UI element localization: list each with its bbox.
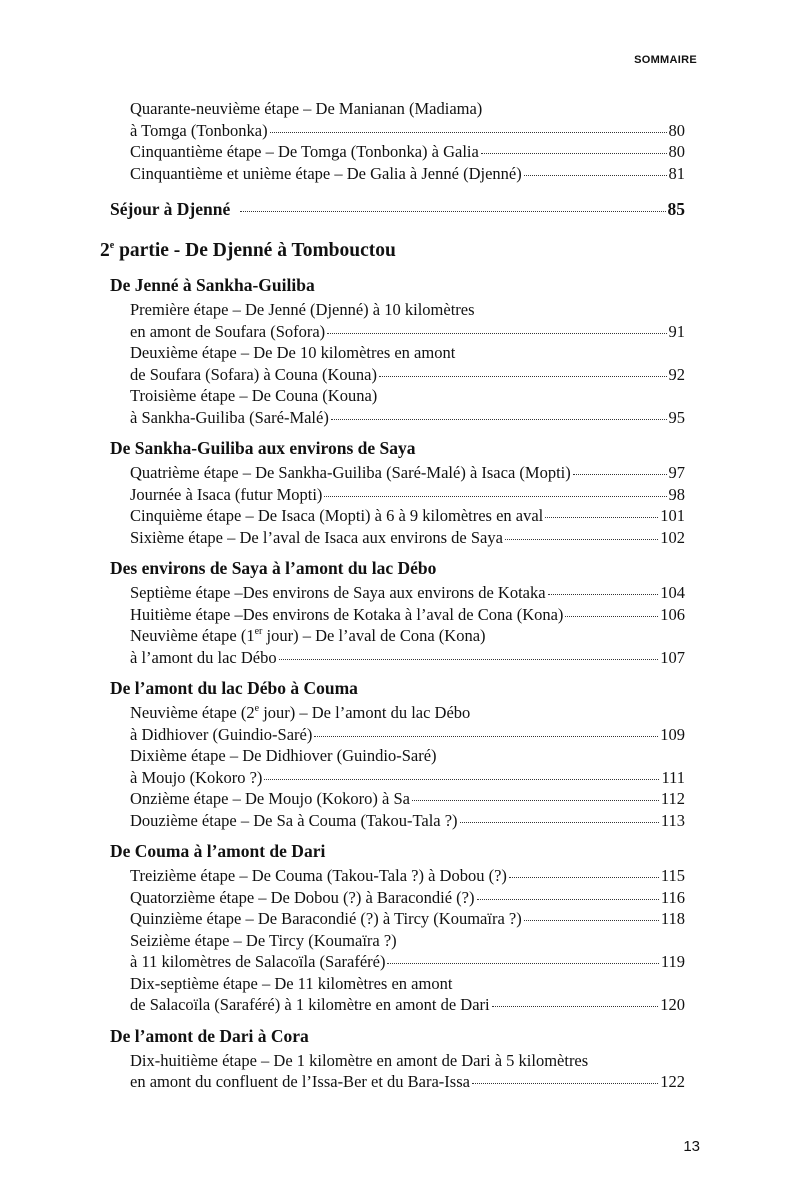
section-heading[interactable]: De l’amont de Dari à Cora bbox=[110, 1025, 309, 1046]
toc-entry[interactable] bbox=[130, 385, 685, 428]
entry-page-number: 109 bbox=[660, 724, 685, 744]
entry-line: Huitième étape –Des environs de Kotaka à l’aval de Cona (Kona) bbox=[130, 604, 564, 624]
toc-entry[interactable] bbox=[130, 604, 685, 626]
toc-entry[interactable] bbox=[130, 887, 685, 909]
entry-last-line bbox=[130, 724, 685, 746]
section-heading[interactable]: De Couma à l’amont de Dari bbox=[110, 841, 326, 861]
toc-entry[interactable] bbox=[130, 973, 685, 1016]
entry-list bbox=[130, 1050, 685, 1093]
entry-line: à Tomga (Tonbonka) bbox=[130, 120, 268, 140]
dot-leader bbox=[492, 1006, 659, 1007]
entry-page-number: 116 bbox=[660, 887, 685, 907]
part-number: 2 bbox=[100, 240, 110, 261]
dot-leader bbox=[270, 132, 667, 133]
dot-leader bbox=[324, 496, 666, 497]
entry-list bbox=[130, 702, 685, 831]
section-heading[interactable]: Des environs de Saya à l’amont du lac Débo bbox=[110, 558, 437, 578]
entry-line: Seizième étape – De Tircy (Koumaïra ?) bbox=[130, 930, 397, 950]
entry-page-number: 98 bbox=[668, 484, 685, 504]
toc-section bbox=[110, 273, 685, 428]
entry-line: Treizième étape – De Couma (Takou-Tala ?) à Dobou (?) bbox=[130, 866, 507, 885]
table-of-contents bbox=[100, 98, 685, 1093]
dot-leader bbox=[387, 963, 658, 964]
entry-page-number: 122 bbox=[660, 1072, 685, 1091]
toc-section bbox=[110, 676, 685, 831]
entry-last-line bbox=[130, 887, 685, 909]
toc-entry[interactable] bbox=[130, 527, 685, 549]
entry-list bbox=[130, 462, 685, 548]
entry-line: à Moujo (Kokoro ?) bbox=[130, 767, 263, 787]
entry-page-number: 97 bbox=[668, 463, 685, 482]
intro-entry-list bbox=[130, 98, 685, 184]
entry-page-number: 107 bbox=[660, 647, 685, 667]
running-head: SOMMAIRE bbox=[634, 54, 697, 66]
entry-line bbox=[130, 625, 685, 647]
entry-line: de Soufara (Sofara) à Couna (Kouna) bbox=[130, 364, 377, 384]
entry-last-line bbox=[130, 484, 685, 506]
toc-section bbox=[110, 556, 685, 668]
dot-leader bbox=[331, 419, 667, 420]
sejour-entry[interactable] bbox=[110, 197, 685, 221]
entry-page-number: 91 bbox=[668, 321, 685, 341]
entry-page-number: 85 bbox=[667, 199, 685, 219]
entry-line: Dix-septième étape – De 11 kilomètres en amont bbox=[130, 973, 453, 993]
dot-leader bbox=[545, 517, 658, 518]
toc-entry[interactable] bbox=[130, 141, 685, 163]
dot-leader bbox=[472, 1083, 658, 1084]
entry-line: Cinquième étape – De Isaca (Mopti) à 6 à 9 kilomètres en aval bbox=[130, 506, 544, 525]
dot-leader bbox=[264, 779, 659, 780]
dot-leader bbox=[524, 920, 659, 921]
entry-list bbox=[130, 299, 685, 428]
entry-last-line bbox=[110, 197, 685, 221]
entry-page-number: 81 bbox=[668, 163, 685, 183]
dot-leader bbox=[509, 877, 659, 878]
entry-page-number: 111 bbox=[661, 767, 685, 787]
dot-leader bbox=[524, 175, 667, 176]
toc-entry[interactable] bbox=[130, 1050, 685, 1093]
entry-line: Dixième étape – De Didhiover (Guindio-Saré) bbox=[130, 746, 437, 765]
entry-last-line bbox=[130, 647, 685, 669]
toc-section bbox=[110, 839, 685, 1016]
entry-page-number: 120 bbox=[660, 995, 685, 1014]
entry-last-line bbox=[130, 865, 685, 887]
dot-leader bbox=[481, 153, 667, 154]
dot-leader bbox=[314, 736, 658, 737]
entry-line: Sixième étape – De l’aval de Isaca aux environs de Saya bbox=[130, 527, 503, 547]
entry-last-line bbox=[130, 810, 685, 832]
entry-last-line bbox=[130, 951, 685, 973]
dot-leader bbox=[279, 659, 659, 660]
toc-entry[interactable] bbox=[130, 865, 685, 887]
toc-entry[interactable] bbox=[130, 484, 685, 506]
ordinal-suffix: er bbox=[254, 625, 263, 637]
dot-leader bbox=[379, 376, 667, 377]
entry-line: Septième étape –Des environs de Saya aux environs de Kotaka bbox=[130, 583, 546, 602]
entry-line-end: jour) – De l’aval de Cona (Kona) bbox=[262, 626, 486, 645]
entry-line: Première étape – De Jenné (Djenné) à 10 kilomètres bbox=[130, 300, 475, 319]
entry-line: à 11 kilomètres de Salacoïla (Saraféré) bbox=[130, 952, 386, 971]
entry-page-number: 95 bbox=[668, 407, 685, 427]
entry-last-line bbox=[130, 1071, 685, 1093]
entry-line: Cinquantième étape – De Tomga (Tonbonka) à Galia bbox=[130, 142, 479, 161]
sejour-title: Séjour à Djenné bbox=[110, 199, 231, 219]
dot-leader bbox=[573, 474, 667, 475]
toc-entry[interactable] bbox=[130, 930, 685, 973]
entry-last-line bbox=[130, 321, 685, 343]
entry-list bbox=[130, 582, 685, 668]
dot-leader bbox=[460, 822, 659, 823]
entry-last-line bbox=[130, 505, 685, 527]
entry-list bbox=[130, 865, 685, 1016]
entry-last-line bbox=[130, 908, 685, 930]
dot-leader bbox=[505, 539, 658, 540]
toc-entry[interactable] bbox=[130, 745, 685, 788]
entry-line: à l’amont du lac Débo bbox=[130, 647, 277, 667]
entry-line: Quarante-neuvième étape – De Manianan (Madiama) bbox=[130, 99, 483, 118]
entry-page-number: 92 bbox=[668, 364, 685, 384]
part-heading bbox=[100, 239, 685, 263]
toc-entry[interactable] bbox=[130, 462, 685, 484]
entry-line: Dix-huitième étape – De 1 kilomètre en amont de Dari à 5 kilomètres bbox=[130, 1050, 589, 1070]
toc-entry[interactable] bbox=[130, 98, 685, 141]
entry-line: Quatorzième étape – De Dobou (?) à Baracondié (?) bbox=[130, 887, 475, 907]
entry-last-line bbox=[130, 462, 685, 484]
entry-line: Deuxième étape – De De 10 kilomètres en amont bbox=[130, 343, 456, 362]
entry-last-line bbox=[130, 582, 685, 604]
dot-leader bbox=[412, 800, 659, 801]
entry-line: en amont de Soufara (Sofora) bbox=[130, 321, 326, 341]
entry-page-number: 101 bbox=[660, 506, 685, 525]
entry-line: en amont du confluent de l’Issa-Ber et du Bara-Issa bbox=[130, 1072, 470, 1091]
entry-page-number: 80 bbox=[668, 142, 685, 161]
entry-line-start: Neuvième étape (2 bbox=[130, 703, 255, 722]
entry-line: à Didhiover (Guindio-Saré) bbox=[130, 724, 313, 744]
section-heading[interactable]: De l’amont du lac Débo à Couma bbox=[110, 678, 358, 698]
entry-last-line bbox=[130, 994, 685, 1016]
page-number: 13 bbox=[683, 1138, 700, 1155]
entry-line: Troisième étape – De Couna (Kouna) bbox=[130, 386, 378, 405]
entry-page-number: 112 bbox=[660, 789, 685, 808]
entry-last-line bbox=[130, 163, 685, 185]
dot-leader bbox=[565, 616, 658, 617]
entry-page-number: 119 bbox=[660, 952, 685, 971]
toc-entry[interactable] bbox=[130, 788, 685, 810]
toc-entry[interactable] bbox=[130, 582, 685, 604]
dot-leader bbox=[477, 899, 659, 900]
toc-entry[interactable] bbox=[130, 299, 685, 342]
entry-line: Quatrième étape – De Sankha-Guiliba (Saré-Malé) à Isaca (Mopti) bbox=[130, 463, 571, 482]
entry-page-number: 104 bbox=[660, 583, 685, 602]
entry-last-line bbox=[130, 407, 685, 429]
dot-leader bbox=[327, 333, 666, 334]
entry-line-start: Neuvième étape (1 bbox=[130, 626, 255, 645]
entry-line: Journée à Isaca (futur Mopti) bbox=[130, 484, 323, 504]
entry-line: de Salacoïla (Saraféré) à 1 kilomètre en amont de Dari bbox=[130, 995, 490, 1014]
toc-entry[interactable] bbox=[130, 702, 685, 745]
toc-entry[interactable] bbox=[130, 810, 685, 832]
entry-last-line bbox=[130, 364, 685, 386]
entry-line: à Sankha-Guiliba (Saré-Malé) bbox=[130, 407, 329, 427]
toc-entry[interactable] bbox=[130, 342, 685, 385]
part-title: partie - De Djenné à Tombouctou bbox=[114, 240, 396, 261]
ordinal-suffix: e bbox=[254, 702, 260, 714]
entry-line: Douzième étape – De Sa à Couma (Takou-Tala ?) bbox=[130, 810, 458, 830]
entry-page-number: 118 bbox=[660, 909, 685, 928]
entry-page-number: 113 bbox=[660, 810, 685, 830]
part-number-suffix: e bbox=[109, 239, 115, 251]
toc-entry[interactable] bbox=[130, 505, 685, 527]
toc-section bbox=[110, 436, 685, 548]
entry-page-number: 115 bbox=[660, 866, 685, 885]
entry-line: Onzième étape – De Moujo (Kokoro) à Sa bbox=[130, 789, 410, 808]
entry-line bbox=[130, 702, 685, 724]
toc-entry[interactable] bbox=[130, 625, 685, 668]
toc-entry[interactable] bbox=[130, 908, 685, 930]
entry-last-line bbox=[130, 788, 685, 810]
entry-last-line bbox=[130, 767, 685, 789]
entry-line-end: jour) – De l’amont du lac Débo bbox=[259, 703, 471, 722]
entry-page-number: 80 bbox=[668, 120, 685, 140]
entry-last-line bbox=[130, 527, 685, 549]
section-heading[interactable]: De Jenné à Sankha-Guiliba bbox=[110, 275, 315, 295]
entry-last-line bbox=[130, 120, 685, 142]
toc-section bbox=[110, 1024, 685, 1093]
entry-line: Quinzième étape – De Baracondié (?) à Tircy (Koumaïra ?) bbox=[130, 909, 522, 928]
dot-leader bbox=[548, 594, 659, 595]
section-heading[interactable]: De Sankha-Guiliba aux environs de Saya bbox=[110, 438, 416, 458]
entry-line: Cinquantième et unième étape – De Galia à Jenné (Djenné) bbox=[130, 163, 522, 183]
entry-last-line bbox=[130, 604, 685, 626]
entry-last-line bbox=[130, 141, 685, 163]
entry-page-number: 106 bbox=[660, 604, 685, 624]
entry-page-number: 102 bbox=[660, 527, 685, 547]
toc-entry[interactable] bbox=[130, 163, 685, 185]
dot-leader bbox=[240, 211, 665, 212]
